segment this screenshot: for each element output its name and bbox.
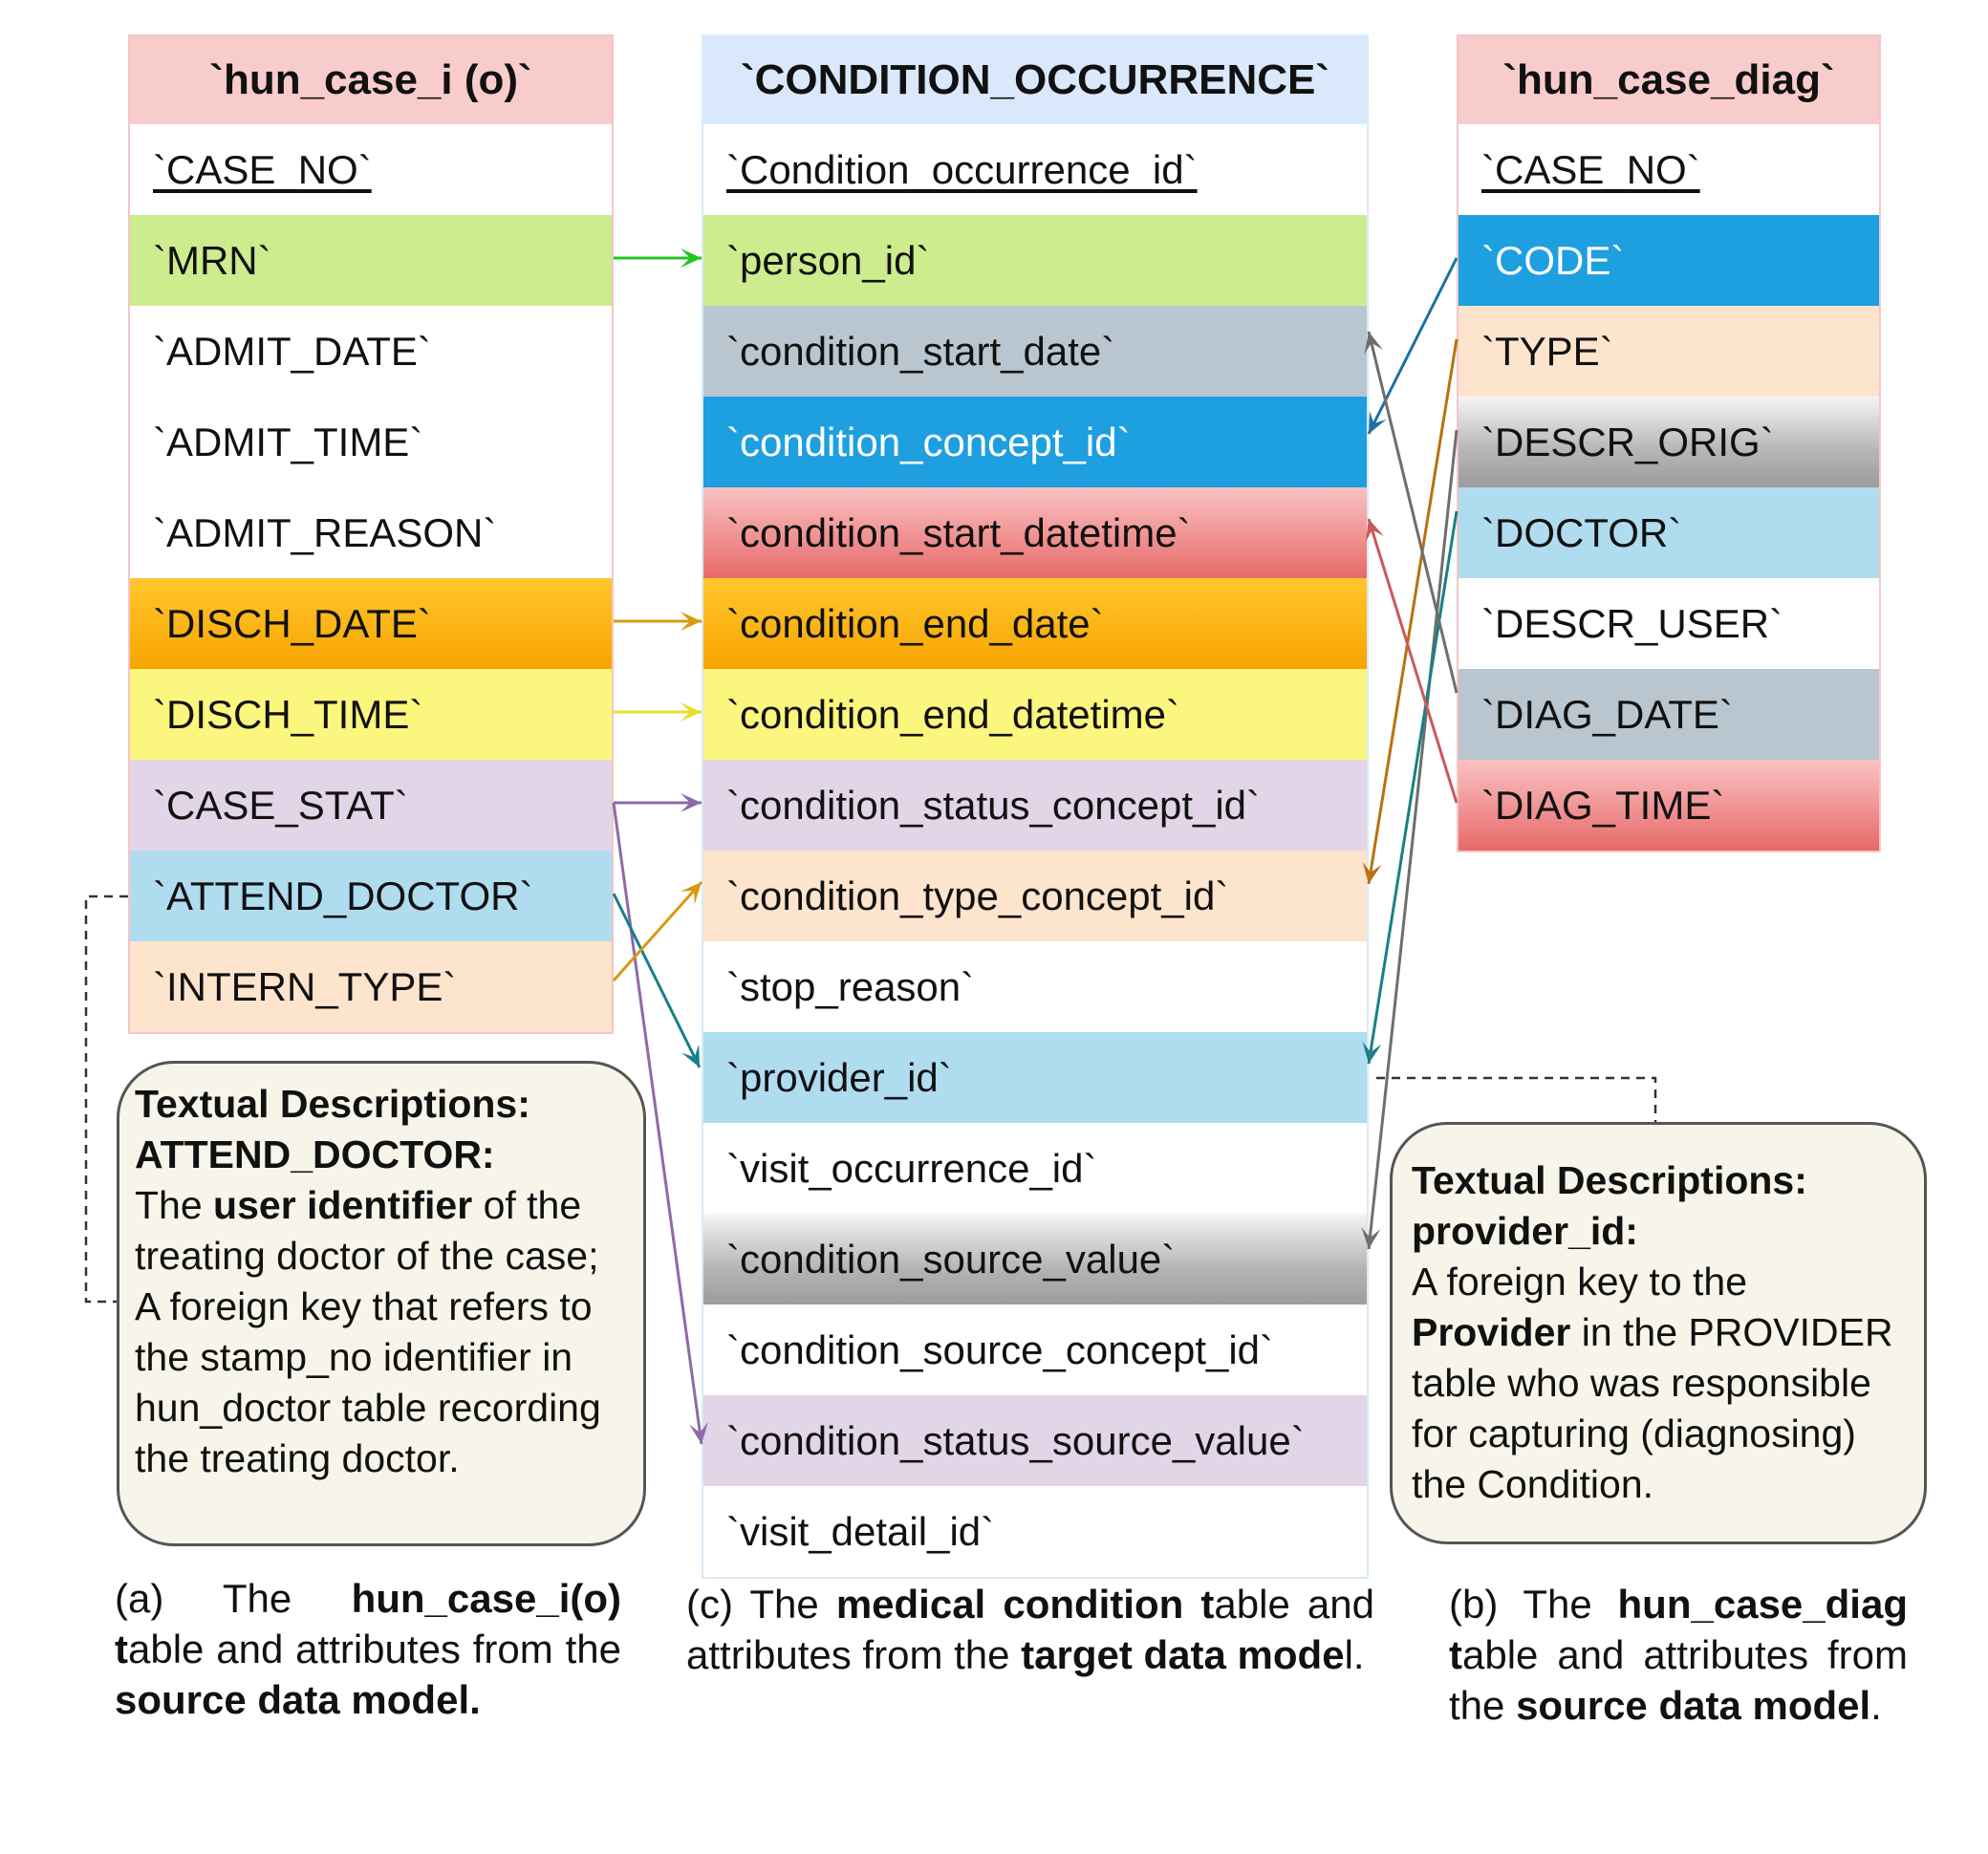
dashed-connector-provider-id bbox=[1376, 1078, 1655, 1124]
field-label: `CODE` bbox=[1481, 237, 1625, 283]
field-label: `TYPE` bbox=[1481, 328, 1613, 374]
note-subheading: ATTEND_DOCTOR: bbox=[135, 1132, 495, 1176]
link-attend-doctor-provider bbox=[614, 894, 700, 1067]
field-label: `condition_start_datetime` bbox=[726, 509, 1191, 555]
table-title: `hun_case_i (o)` bbox=[130, 36, 612, 124]
table-title: `CONDITION_OCCURRENCE` bbox=[703, 36, 1367, 124]
field-label: `person_id` bbox=[726, 237, 930, 283]
table-title: `hun_case_diag` bbox=[1459, 36, 1879, 124]
field-label: `ADMIT_REASON` bbox=[153, 509, 497, 555]
caption-c: (c) The medical condition table and attributes from the target data model. bbox=[686, 1582, 1374, 1677]
field-label: `DISCH_TIME` bbox=[153, 691, 423, 737]
field-label: `stop_reason` bbox=[726, 963, 975, 1009]
field-label: `provider_id` bbox=[726, 1054, 952, 1100]
field-label: `condition_source_concept_id` bbox=[726, 1326, 1274, 1372]
field-label: `DIAG_TIME` bbox=[1481, 782, 1725, 828]
field-label: `condition_concept_id` bbox=[726, 419, 1131, 464]
note-provider-id bbox=[1390, 1122, 1927, 1544]
field-label: `visit_detail_id` bbox=[726, 1508, 995, 1554]
field-label: `condition_end_date` bbox=[726, 600, 1104, 646]
field-label: `INTERN_TYPE` bbox=[153, 963, 457, 1009]
field-label: `DIAG_DATE` bbox=[1481, 691, 1733, 737]
field-label: `condition_end_datetime` bbox=[726, 691, 1179, 737]
field-label: `CASE_NO` bbox=[153, 146, 372, 192]
field-label: `condition_status_concept_id` bbox=[726, 782, 1261, 828]
link-code-concept-id bbox=[1369, 258, 1457, 434]
note-subheading: provider_id: bbox=[1412, 1209, 1638, 1253]
note-heading: Textual Descriptions: bbox=[135, 1082, 530, 1126]
caption-b: (b) The hun_case_diag table and attributes from the source data model. bbox=[1449, 1582, 1908, 1728]
field-label: `DISCH_DATE` bbox=[153, 600, 431, 646]
field-label: `MRN` bbox=[153, 237, 271, 283]
field-label: `Condition_occurrence_id` bbox=[726, 146, 1198, 192]
field-label: `DESCR_USER` bbox=[1481, 600, 1783, 646]
field-label: `ADMIT_DATE` bbox=[153, 328, 431, 374]
field-label: `CASE_STAT` bbox=[153, 782, 408, 828]
link-doctor-provider bbox=[1369, 511, 1457, 1064]
field-label: `ATTEND_DOCTOR` bbox=[153, 873, 533, 918]
field-label: `condition_type_concept_id` bbox=[726, 873, 1229, 918]
field-label: `DOCTOR` bbox=[1481, 509, 1682, 555]
field-label: `condition_start_date` bbox=[726, 328, 1115, 374]
caption-a: (a) The hun_case_i(o) table and attributes from the source data model. bbox=[115, 1576, 621, 1722]
note-body: The user identifier of the treating doctor of the case; A foreign key that refers to the stamp_no identifier in hun_doctor table recording the treating doctor. bbox=[135, 1183, 601, 1480]
field-label: `visit_occurrence_id` bbox=[726, 1145, 1097, 1191]
field-label: `ADMIT_TIME` bbox=[153, 419, 423, 464]
field-label: `condition_status_source_value` bbox=[726, 1417, 1305, 1463]
link-diag-date-start-date bbox=[1369, 332, 1457, 693]
note-attend-doctor bbox=[117, 1061, 646, 1546]
note-heading: Textual Descriptions: bbox=[1412, 1158, 1807, 1202]
note-body: A foreign key to the Provider in the PROVIDER table who was responsible for capturing (diagnosing) the Condition. bbox=[1412, 1260, 1893, 1506]
field-label: `DESCR_ORIG` bbox=[1481, 419, 1774, 464]
field-label: `condition_source_value` bbox=[726, 1236, 1176, 1282]
field-label: `CASE_NO` bbox=[1481, 146, 1700, 192]
